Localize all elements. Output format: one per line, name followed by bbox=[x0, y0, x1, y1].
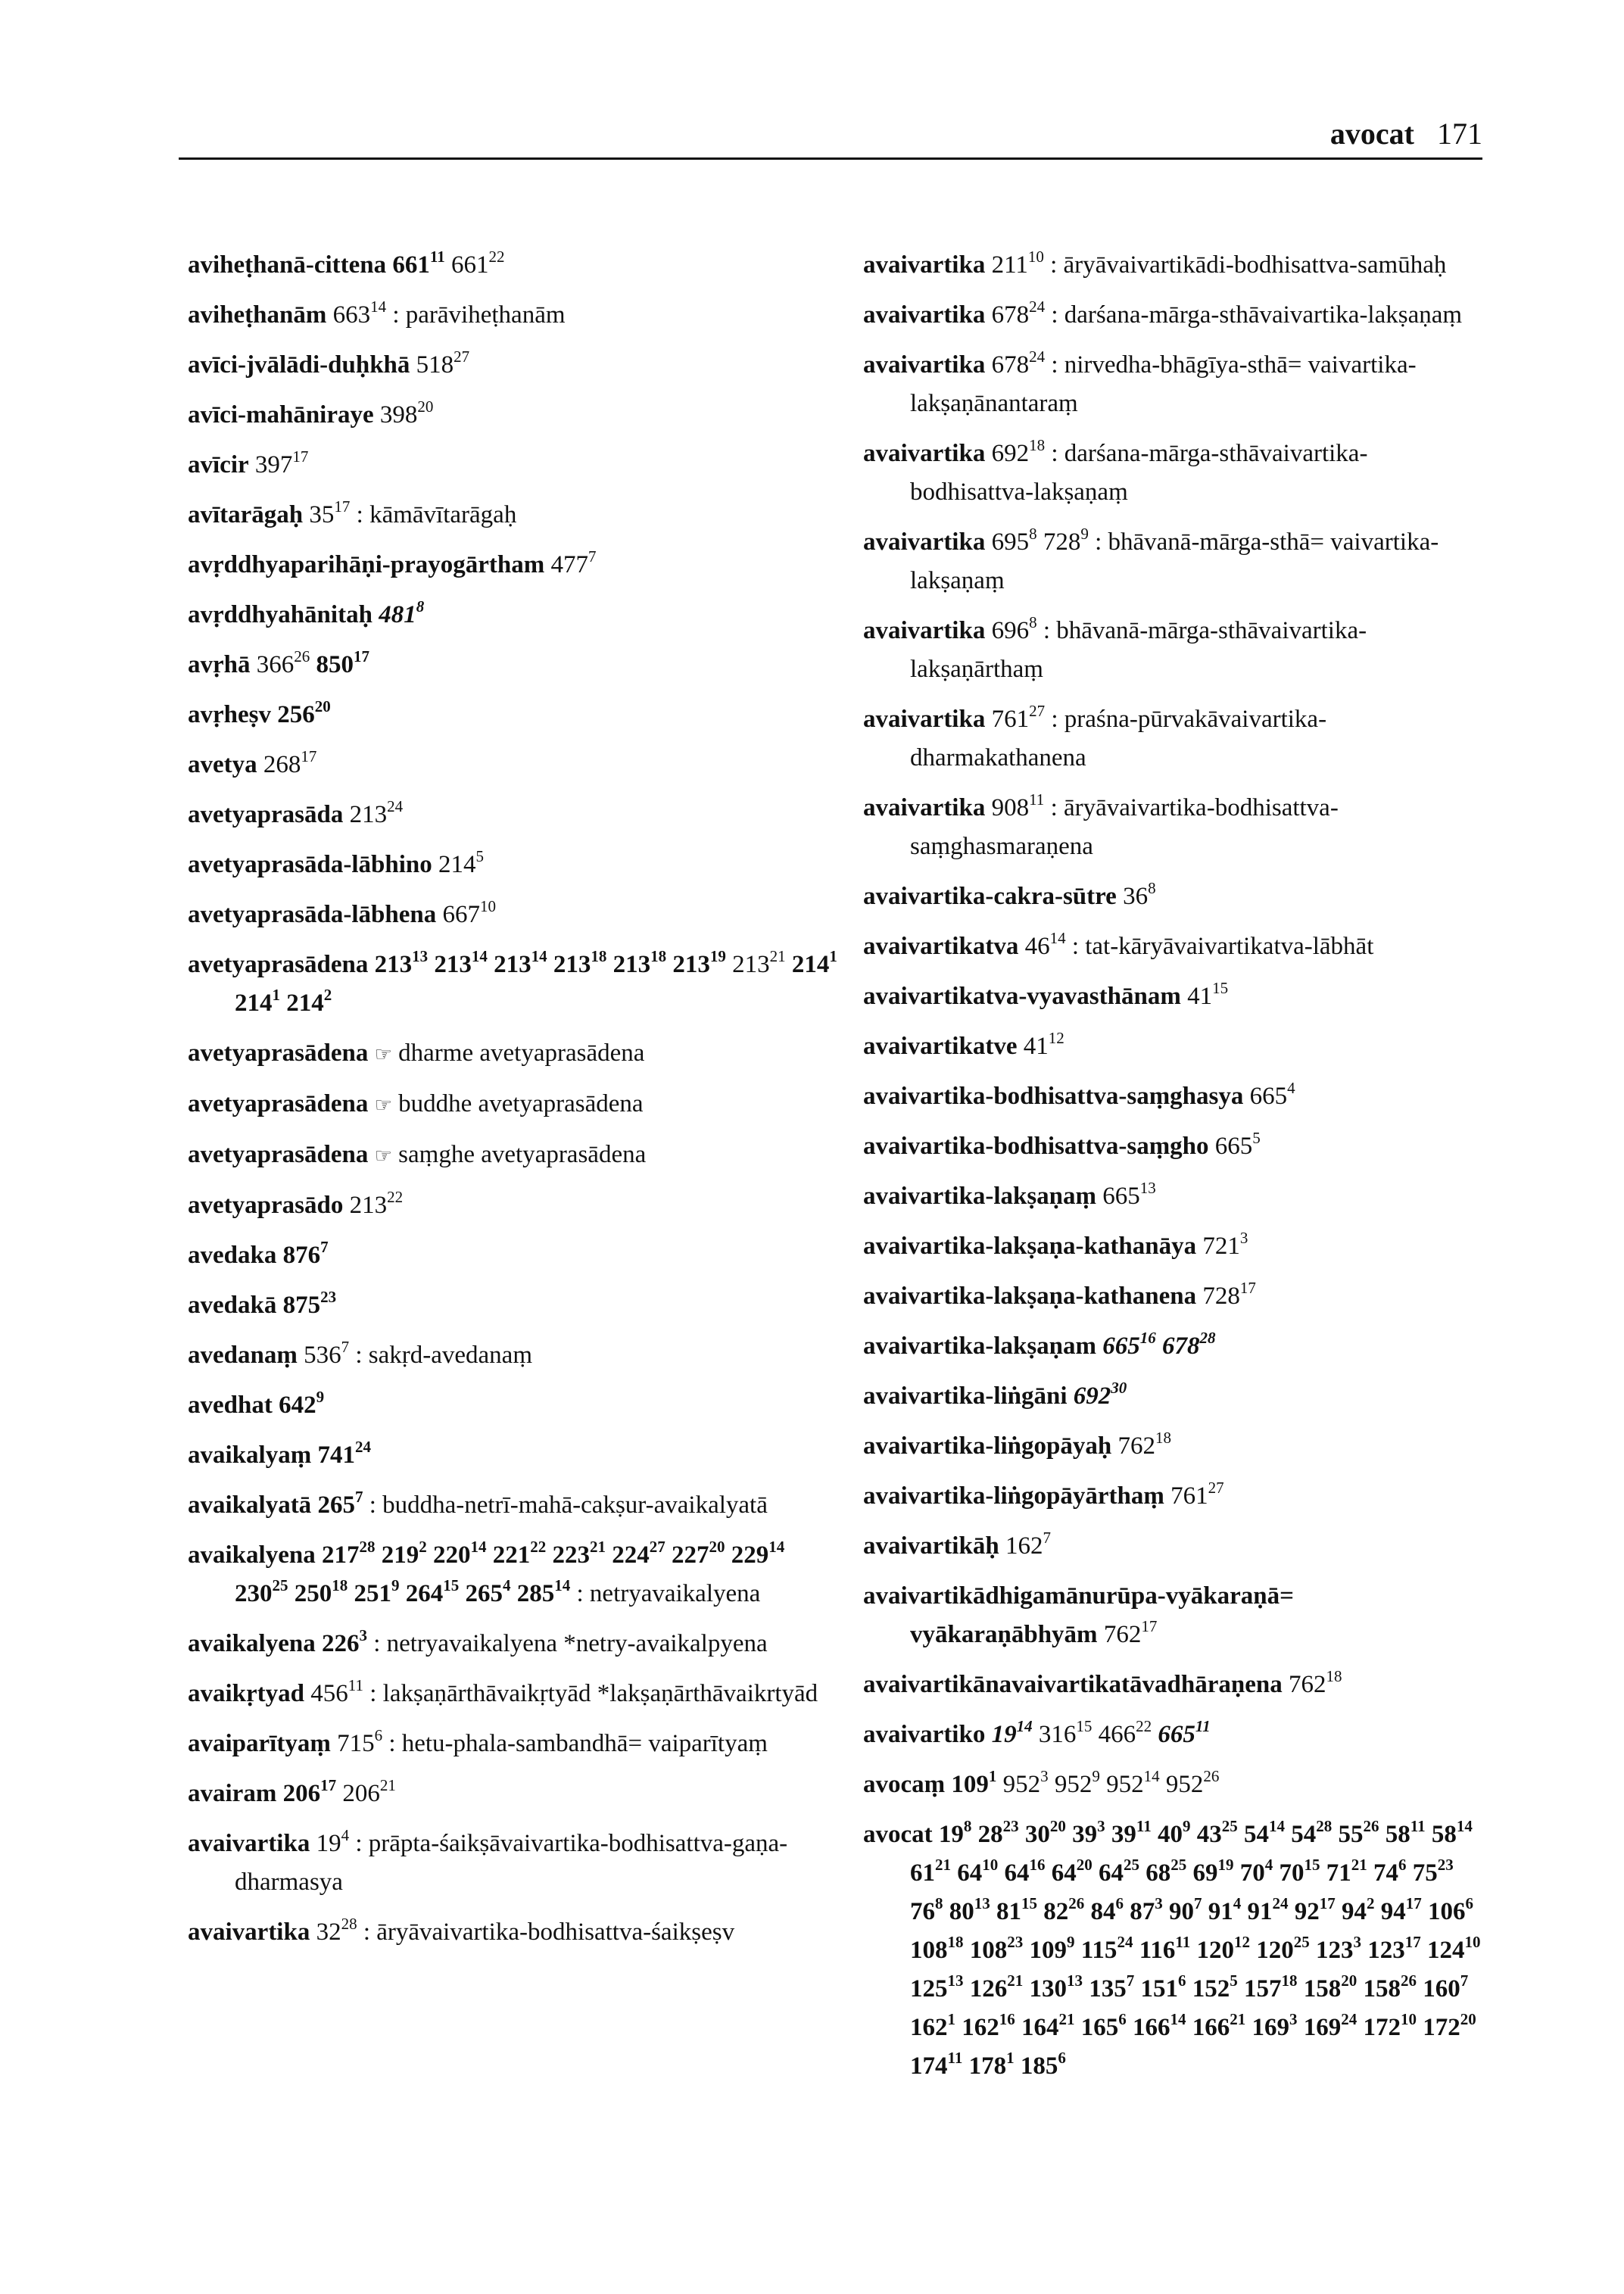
index-entry: avṛddhyahānitaḥ $481^8$ bbox=[188, 597, 425, 628]
running-head-keyword: avocat bbox=[1329, 117, 1414, 151]
index-entry: avaivartika-liṅgopāyārthaṃ $761^{27}$ bbox=[863, 1479, 1224, 1510]
index-entry: avaikalyena $226^3$ : netryavaikalyena *netry-avaikalpyena bbox=[188, 1626, 768, 1657]
index-column-left bbox=[188, 246, 839, 1963]
index-entry: avaivartika-bodhisattva-saṃghasya $665^4$ bbox=[863, 1079, 1295, 1110]
index-entry: avaivartikādhigamānurūpa-vyākaraṇā= vyākaraṇābhyām $762^{17}$ bbox=[863, 1582, 1294, 1648]
index-entry: avaivartika-lakṣaṇam $665^{16}$ $678^{28}$ bbox=[863, 1329, 1216, 1360]
index-entry: avītarāgaḥ $35^{17}$ : kāmāvītarāgaḥ bbox=[188, 497, 517, 528]
index-entry: avedhat $642^9$ bbox=[188, 1388, 325, 1419]
index-entry: avocaṃ $109^1$ $952^3$ $952^9$ $952^{14}$ $952^{26}$ bbox=[863, 1767, 1220, 1798]
index-entry: avetyaprasāda $213^{24}$ bbox=[188, 797, 404, 828]
index-entry: avaivartikatve $41^{12}$ bbox=[863, 1029, 1064, 1060]
index-entry: avetyaprasādena ☞ dharme avetyaprasādena bbox=[188, 1039, 645, 1067]
index-entry: avocat $19^8$ $28^{23}$ $30^{20}$ $39^3$ $39^{11}$ $40^9$ $43^{25}$ $54^{14}$ $54^{28}$ $55^{26}$ $58^{11}$ $58^{14}$ $61^{21}$ $64^{10}$ $64^{16}$ $64^{20}$ $64^{25}$ $68^{25}$ $69^{19}$ $70^4$ $70^{15}$ $71^{21}$ $74^6$ $75^{23}$ $76^8$ $80^{13}$ $81^{15}$ $82^{26}$ $84^6$ $87^3$ $90^7$ $91^4$ $91^{24}$ $92^{17}$ $94^2$ $94^{17}$ $106^6$ $108^{18}$ $108^{23}$ $109^9$ $115^{24}$ $116^{11}$ $120^{12}$ $120^{25}$ $123^3$ $123^{17}$ $124^{10}$ $125^{13}$ $126^{21}$ $130^{13}$ $135^7$ $151^6$ $152^5$ $157^{18}$ $158^{20}$ $158^{26}$ $160^7$ $162^1$ $162^{16}$ $164^{21}$ $165^6$ $166^{14}$ $166^{21}$ $169^3$ $169^{24}$ $172^{10}$ $172^{20}$ $174^{11}$ $178^1$ $185^6$ bbox=[863, 1817, 1481, 2080]
index-entry: avaivartika $696^8$ : bhāvanā-mārga-sthāvaivartika-lakṣaṇārthaṃ bbox=[863, 613, 1367, 683]
index-entry: avetyaprasādena ☞ saṃghe avetyaprasādena bbox=[188, 1141, 647, 1168]
running-header bbox=[179, 114, 1482, 160]
index-entry: avaivartiko $19^{14}$ $316^{15}$ $466^{22}$ $665^{11}$ bbox=[863, 1717, 1211, 1748]
index-entry: avaivartika $678^{24}$ : nirvedha-bhāgīya-sthā= vaivartika-lakṣaṇānantaraṃ bbox=[863, 348, 1417, 417]
index-entry: avaivartika-lakṣaṇaṃ $665^{13}$ bbox=[863, 1179, 1156, 1210]
index-entry: avaivartika-lakṣaṇa-kathanena $728^{17}$ bbox=[863, 1279, 1256, 1310]
index-entry: avaikalyaṃ $741^{24}$ bbox=[188, 1438, 371, 1469]
index-entry: avaivartika $761^{27}$ : praśna-pūrvakāvaivartika-dharmakathanena bbox=[863, 702, 1327, 771]
index-entry: avīcir $397^{17}$ bbox=[188, 447, 309, 478]
index-entry: aviheṭhanā-cittena $661^{11}$ $661^{22}$ bbox=[188, 248, 505, 279]
index-entry: avedanaṃ $536^7$ : sakṛd-avedanaṃ bbox=[188, 1338, 532, 1369]
page-number: 171 bbox=[1437, 117, 1482, 151]
index-entry: avaivartikatva $46^{14}$ : tat-kāryāvaivartikatva-lābhāt bbox=[863, 929, 1374, 960]
index-entry: avaikalyatā $265^7$ : buddha-netrī-mahā-cakṣur-avaikalyatā bbox=[188, 1488, 768, 1519]
index-entry: avaikṛtyad $456^{11}$ : lakṣaṇārthāvaikṛtyād *lakṣaṇārthāvaikrtyād bbox=[188, 1676, 818, 1707]
index-entry: avaivartika-lakṣaṇa-kathanāya $721^3$ bbox=[863, 1229, 1248, 1260]
index-entry: avedakā $875^{23}$ bbox=[188, 1288, 337, 1319]
index-entry: avīci-jvālādi-duḥkhā $518^{27}$ bbox=[188, 348, 470, 379]
index-entry: avetyaprasādena ☞ buddhe avetyaprasādena bbox=[188, 1090, 644, 1117]
index-entry: avaikalyena $217^{28}$ $219^2$ $220^{14}$ $221^{22}$ $223^{21}$ $224^{27}$ $227^{20}$ $229^{14}$ $230^{25}$ $250^{18}$ $251^9$ $264^{15}$ $265^4$ $285^{14}$ : netryavaikalyena bbox=[188, 1538, 785, 1607]
index-entry: avīci-mahāniraye $398^{20}$ bbox=[188, 397, 434, 429]
index-entry: avetyaprasādo $213^{22}$ bbox=[188, 1188, 404, 1219]
index-entry: avetyaprasāda-lābhino $214^5$ bbox=[188, 847, 484, 878]
index-entry: avaivartika-bodhisattva-saṃgho $665^5$ bbox=[863, 1129, 1261, 1160]
index-entry: avṛhā $366^{26}$ $850^{17}$ bbox=[188, 647, 369, 678]
index-entry: avaivartika $211^{10}$ : āryāvaivartikādi-bodhisattva-samūhaḥ bbox=[863, 248, 1447, 279]
index-entry: avaivartika-liṅgopāyaḥ $762^{18}$ bbox=[863, 1429, 1171, 1460]
index-entry: aviheṭhanām $663^{14}$ : parāviheṭhanām bbox=[188, 298, 566, 329]
index-entry: avṛheṣv $256^{20}$ bbox=[188, 697, 331, 728]
index-entry: avaivartika-cakra-sūtre $36^8$ bbox=[863, 879, 1156, 910]
index-entry: avaivartika $32^{28}$ : āryāvaivartika-bodhisattva-śaikṣeṣv bbox=[188, 1915, 735, 1946]
index-entry: avetya $268^{17}$ bbox=[188, 747, 317, 778]
index-entry: avaivartika $695^8$ $728^9$ : bhāvanā-mārga-sthā= vaivartika-lakṣaṇaṃ bbox=[863, 525, 1439, 594]
index-entry: avaivartikatva-vyavasthānam $41^{15}$ bbox=[863, 979, 1229, 1010]
index-entry: avedaka $876^7$ bbox=[188, 1238, 329, 1269]
index-entry: avaivartika $678^{24}$ : darśana-mārga-sthāvaivartika-lakṣaṇaṃ bbox=[863, 298, 1463, 329]
index-column-right bbox=[863, 246, 1484, 2097]
index-entry: avaivartika $19^4$ : prāpta-śaikṣāvaivartika-bodhisattva-gaṇa-dharmasya bbox=[188, 1826, 788, 1896]
index-entry: avairam $206^{17}$ $206^{21}$ bbox=[188, 1776, 396, 1807]
index-entry: avaivartika $908^{11}$ : āryāvaivartika-bodhisattva-saṃghasmaraṇena bbox=[863, 790, 1339, 860]
index-entry: avaiparītyaṃ $715^6$ : hetu-phala-sambandhā= vaiparītyaṃ bbox=[188, 1726, 768, 1757]
index-entry: avetyaprasāda-lābhena $667^{10}$ bbox=[188, 897, 496, 928]
index-entry: avaivartika $692^{18}$ : darśana-mārga-sthāvaivartika-bodhisattva-lakṣaṇaṃ bbox=[863, 436, 1368, 506]
index-entry: avetyaprasādena $213^{13}$ $213^{14}$ $213^{14}$ $213^{18}$ $213^{18}$ $213^{19}$ $213^{21}$ $214^1$ $214^1$ $214^2$ bbox=[188, 947, 837, 1017]
index-entry: avaivartikāḥ $162^7$ bbox=[863, 1529, 1051, 1560]
index-entry: avṛddhyaparihāṇi-prayogārtham $477^7$ bbox=[188, 547, 597, 578]
index-entry: avaivartikānavaivartikatāvadhāraṇena $762^{18}$ bbox=[863, 1667, 1342, 1698]
index-entry: avaivartika-liṅgāni $692^{30}$ bbox=[863, 1379, 1127, 1410]
